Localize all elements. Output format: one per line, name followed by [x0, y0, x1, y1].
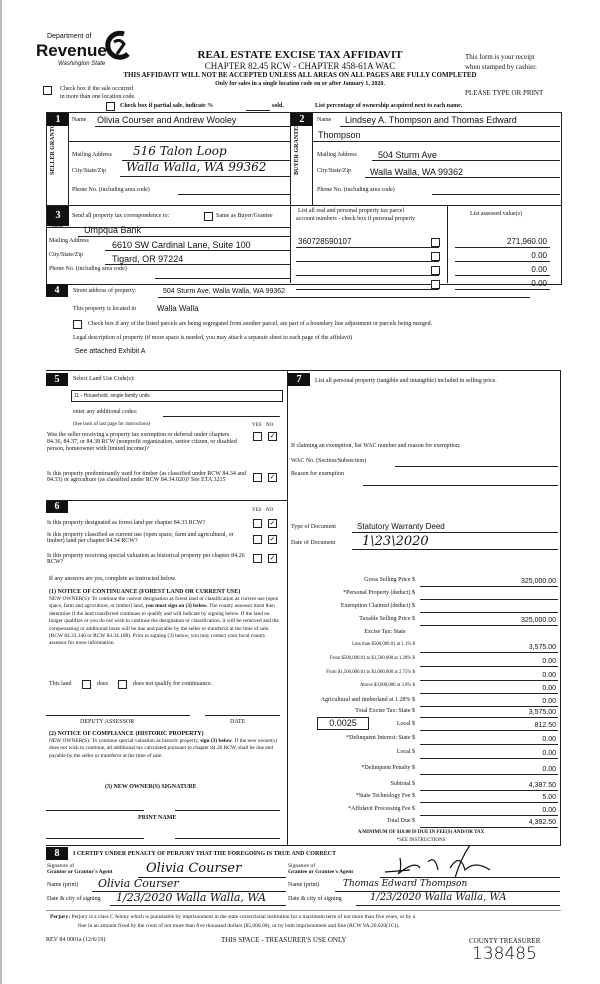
reason-field[interactable]: [363, 485, 558, 486]
divider: [287, 370, 288, 845]
section-number: 2: [291, 113, 313, 126]
q3-no-checkbox[interactable]: ✓: [269, 519, 276, 527]
grantee-date-city[interactable]: 1/23/2020 Walla Walla, WA: [370, 892, 507, 903]
form-warning: THIS AFFIDAVIT WILL NOT BE ACCEPTED UNLESS ALL AREAS ON ALL PAGES ARE FULLY COMPLETED: [123, 71, 477, 79]
mailing-label: Mailing Address: [317, 152, 357, 158]
phone-label: Phone No. (including area code): [72, 187, 150, 193]
new-owner-signature-label: (3) NEW OWNER(S) SIGNATURE: [105, 784, 197, 790]
legal-label: Legal description of property (if more space is needed, you may attach a separate sheet to each page of the affidavit): [73, 335, 353, 341]
correspondence-city-field[interactable]: Tigard, OR 97224: [112, 254, 184, 264]
divider: [420, 680, 558, 681]
divider: [455, 275, 550, 276]
minimum-note: A MINIMUM OF $10.00 IS DUE IN FEE(S) AND/OR TAX: [357, 830, 485, 835]
name-label: Name: [317, 117, 332, 123]
same-as-buyer-checkbox[interactable]: [204, 212, 213, 221]
divider: [95, 126, 290, 127]
divider: [110, 905, 286, 906]
street-label: Street address of property:: [73, 288, 137, 294]
divider: [356, 905, 560, 906]
deputy-label: DEPUTY ASSESSOR: [80, 719, 135, 725]
divider: [78, 236, 290, 237]
please-type: PLEASE TYPE OR PRINT: [465, 89, 544, 97]
legal-description-field[interactable]: See attached Exhibit A: [75, 348, 146, 355]
receipt-note-1: This form is your receipt: [465, 53, 535, 61]
form-chapter: CHAPTER 82.45 RCW - CHAPTER 458-61A WAC: [204, 61, 396, 71]
divider: [380, 877, 560, 878]
partial-sale-label: Check box if partial sale, indicate %: [120, 103, 214, 109]
notice-text: The county assessor must then determine if the land transferred continues to qualify and will indicate by signing below. If the land no longer qualifies or you do not wish to continue the designation or classification, it will be removed and the compensating or additional taxes will be due and payable by the seller or transferor at the time of sale. (RCW 84.33.140 or RCW 84.34.108). Prior to signing (3) below, you may contact your local county assessor for more information.: [49, 603, 279, 647]
tax-row-value[interactable]: 4,387.50: [528, 782, 556, 789]
divider: [313, 141, 560, 142]
exemption-question: Was the seller receiving a property tax exemption or deferral under chapters 84.36, 84.37, or 84.38 RCW (nonprofit organization, senior citizen, or disabled person, homeowner with limited income)?: [47, 432, 237, 452]
form-number: REV 84 0001a (12/6/19): [46, 937, 106, 943]
q1-yes-checkbox[interactable]: [253, 432, 262, 441]
notice-compliance-title: (2) NOTICE OF COMPLIANCE (HISTORIC PROPERTY): [49, 731, 204, 737]
certify-statement: I CERTIFY UNDER PENALTY OF PERJURY THAT THE FOREGOING IS TRUE AND CORRECT: [73, 851, 336, 857]
section-number: 8: [46, 847, 68, 860]
land-use-select[interactable]: 11 - Household, single family units: [71, 390, 283, 402]
segregated-checkbox[interactable]: [73, 320, 82, 329]
yes-header: YES: [252, 508, 262, 513]
instructions-note: (See back of last page for instructions): [73, 422, 151, 427]
grantor-sig-label-2: Grantor or Grantor's Agent: [47, 869, 113, 875]
personal-property-checkbox[interactable]: [431, 252, 440, 261]
tax-row-label: *State Technology Fee $: [355, 793, 415, 799]
county-treasurer-label: COUNTY TREASURER: [469, 937, 541, 945]
parcel-number-field[interactable]: 360728590107: [298, 237, 352, 246]
name-label: Name: [72, 117, 87, 123]
land-use-label: Select Land Use Code(s):: [73, 376, 135, 382]
tax-row-label: Less than $500,000.01 at 1.1% $: [352, 642, 415, 647]
assessed-value-field[interactable]: 0.00: [531, 279, 547, 288]
divider: [420, 586, 558, 587]
doc-type-label: Type of Document: [291, 524, 336, 530]
seller-city-field[interactable]: Walla Walla, WA 99362: [126, 160, 267, 174]
send-label: Send all property tax correspondence to:: [72, 213, 170, 219]
yes-header: YES: [252, 423, 262, 428]
divider: [69, 141, 290, 142]
wac-label: WAC No. (Section/Subsection): [291, 458, 367, 464]
divider: [420, 625, 558, 626]
grantor-sig-label-1: Signature of: [47, 863, 75, 869]
tax-row-label: Total Due $: [386, 818, 415, 824]
notice-text: NEW OWNER(S): To continue special valuation as historic property,: [49, 738, 201, 744]
doc-date-field[interactable]: 1\23\2020: [362, 534, 429, 549]
only-for-note: Only for sales in a single location code on or after January 1, 2020.: [215, 81, 385, 87]
no-header: NO: [266, 423, 274, 428]
multi-location-label-2: in more than one location code.: [60, 94, 136, 100]
divider: [352, 532, 558, 533]
section-number: 3: [47, 206, 69, 226]
divider: [420, 774, 558, 775]
reason-label: Reason for exemption: [291, 471, 344, 477]
same-as-buyer-label: Same as Buyer/Grantee: [216, 213, 273, 219]
doc-type-field[interactable]: Statutory Warranty Deed: [357, 522, 445, 531]
tax-row-value[interactable]: 3,575.00: [528, 644, 556, 651]
correspondence-phone-field[interactable]: [155, 278, 290, 279]
tax-row-label: *Affidavit Processing Fee $: [347, 806, 415, 812]
grantee-sig-label-2: Grantee or Grantee's Agent: [288, 869, 354, 875]
tax-row-label: Above $3,000,000 at 3.0% $: [359, 683, 415, 688]
section-number: 4: [46, 284, 68, 297]
q4-no-checkbox[interactable]: ✓: [269, 535, 276, 543]
personal-property-checkbox[interactable]: [431, 280, 440, 289]
section-number: 5: [46, 373, 68, 386]
personal-property-checkbox[interactable]: [431, 266, 440, 275]
q5-no-checkbox[interactable]: ✓: [269, 554, 276, 562]
tax-row-label: *Delinquent Interest: State $: [346, 735, 415, 741]
assessor-date-line[interactable]: [205, 715, 280, 716]
form-title: REAL ESTATE EXCISE TAX AFFIDAVIT: [197, 49, 403, 61]
grantee-sig-label-1: Signature of: [288, 863, 316, 869]
date-label: DATE: [230, 719, 246, 725]
assessed-header: List assessed value(s): [470, 211, 522, 217]
logo-sub: Washington State: [58, 61, 106, 67]
buyer-name-field-cont[interactable]: Thompson: [318, 130, 361, 140]
treasurer-use-label: THIS SPACE - TREASURER'S USE ONLY: [221, 936, 347, 944]
divider: [420, 790, 558, 791]
tax-row-value[interactable]: 0.00: [542, 698, 556, 705]
divider: [105, 264, 290, 265]
q2-yes-checkbox[interactable]: [253, 473, 262, 482]
date-city-label: Date & city of signing: [288, 896, 342, 902]
phone-label: Phone No. (including area code): [49, 266, 127, 272]
divider: [420, 706, 558, 707]
phone-label: Phone No. (including area code): [317, 187, 395, 193]
seller-side-label: SELLER GRANTOR: [50, 119, 56, 175]
divider: [420, 827, 558, 828]
tax-row-value[interactable]: 0.00: [542, 685, 556, 692]
tax-row-value[interactable]: 0.00: [542, 736, 556, 743]
receipt-note-2: when stamped by cashier.: [465, 63, 537, 71]
notice-text-bold: sign (3) below: [200, 738, 232, 744]
divider: [296, 261, 439, 262]
perjury-text-2: fine in an amount fixed by the court of not more than five thousand dollars ($5,000.00), or by both imprisonment and fine (RCW 9A.20.020(1C)).: [78, 923, 400, 929]
name-print-label: Name (print): [288, 882, 320, 888]
receipt-number: 138485: [472, 944, 537, 964]
does-label: does: [97, 681, 108, 687]
divider: [420, 802, 558, 803]
current-use-question: Is this property classified as current use (open space, farm and agricultural, or timber) land per chapter 84.34 RCW?: [47, 532, 234, 544]
notice-text-bold: you must sign on (3) below.: [145, 603, 208, 610]
does-not-label: does not qualify for continuance.: [133, 681, 213, 687]
buyer-city-field[interactable]: Walla Walla, WA 99362: [370, 167, 464, 177]
see-instructions: *SEE INSTRUCTIONS: [396, 838, 446, 843]
divider: [420, 730, 558, 731]
mailing-label: Mailing Address: [72, 152, 112, 158]
notice-text: . If the new owner(s) does not wish to continue, all additional tax calculated pursuant to chapter 84.26 RCW, shall be due and payable by the seller or transferor at the time of sale.: [49, 738, 277, 759]
q2-no-checkbox[interactable]: ✓: [269, 473, 276, 481]
wac-field[interactable]: [395, 466, 558, 467]
grantee-signature[interactable]: [380, 840, 500, 880]
divider: [420, 599, 558, 600]
tax-row-value[interactable]: 325,000.00: [520, 578, 556, 585]
located-in-field[interactable]: Walla Walla: [157, 304, 199, 313]
tax-row-value[interactable]: 0.00: [542, 658, 556, 665]
name-label: Name: [49, 223, 64, 229]
partial-percent-field[interactable]: [246, 110, 270, 111]
divider: [296, 247, 439, 248]
divider: [290, 112, 291, 283]
city-label: City/State/Zip: [49, 252, 83, 258]
divider: [420, 717, 558, 718]
tax-row-label: Local $: [396, 721, 415, 727]
seller-name-field[interactable]: Olivia Courser and Andrew Wooley: [97, 115, 237, 125]
historic-question: Is this property receiving special valuation as historical property per chapter 84.26 RCW?: [47, 553, 245, 565]
divider: [420, 612, 558, 613]
partial-sale-checkbox[interactable]: [106, 102, 115, 111]
mailing-label: Mailing Address: [49, 238, 89, 244]
parcel-header-2: account numbers - check box if personal property: [296, 216, 416, 222]
tax-row-value[interactable]: 325,000.00: [520, 617, 556, 624]
no-header: NO: [266, 508, 274, 513]
buyer-mailing-field[interactable]: 504 Sturm Ave: [378, 150, 437, 160]
section-number: 6: [46, 500, 68, 513]
notice-continuance-title: (1) NOTICE OF CONTINUANCE (FOREST LAND OR CURRENT USE): [49, 589, 241, 595]
if-yes-note: If any answers are yes, complete as instructed below.: [49, 576, 177, 582]
q4-yes-checkbox[interactable]: [253, 535, 262, 544]
logo-top: Department of: [47, 33, 92, 40]
tax-row-value[interactable]: 812.50: [534, 722, 556, 729]
located-label: This property is located in: [73, 306, 136, 312]
timber-question: Is this property predominantly used for timber (as classified under RCW 84.34 and 84.33) or agriculture (as classified under RCW 84.34.020)? See ETA 3215: [47, 471, 247, 483]
divider: [68, 126, 69, 205]
q1-no-checkbox[interactable]: ✓: [269, 432, 276, 440]
grantor-date-city[interactable]: 1/23/2020 Walla Walla, WA: [116, 891, 267, 904]
perjury-text-1: [50, 915, 415, 921]
deputy-assessor-signature-line[interactable]: [46, 715, 190, 716]
sold-label: sold.: [272, 103, 284, 109]
divider: [158, 297, 530, 298]
personal-property-checkbox[interactable]: [431, 238, 440, 247]
tax-row-label: Gross Selling Price $: [364, 577, 415, 583]
divider: [420, 815, 558, 816]
does-not-qualify-checkbox[interactable]: [118, 680, 127, 689]
new-owner-signature-line[interactable]: [175, 810, 280, 811]
scan-edge: [0, 0, 2, 984]
tax-row-label: *Personal Property (deduct) $: [343, 590, 415, 596]
buyer-name-field[interactable]: Lindsey A. Thompson and Thomas Edward: [345, 115, 517, 125]
forest-land-question: Is this property designated as forest land per chapter 84.33 RCW?: [47, 520, 206, 526]
multi-location-label-1: Check box if the sale occurred: [60, 86, 134, 92]
divider: [420, 652, 558, 653]
divider: [46, 205, 561, 206]
tax-row-value[interactable]: 0.00: [542, 672, 556, 679]
tax-row-label: Subtotal $: [390, 781, 415, 787]
tax-row-label: From $1,500,000.01 to $3,000,000 at 2.75% $: [326, 670, 415, 675]
divider: [46, 910, 561, 911]
assessed-value-field[interactable]: 0.00: [531, 265, 547, 274]
segregated-label: Check box if any of the listed parcels are being segregated from another parcel, are part of a boundary line adjustment or parcels being merged.: [88, 321, 433, 327]
assessed-value-field[interactable]: 271,960.00: [506, 237, 547, 246]
divider: [312, 126, 313, 205]
does-qualify-checkbox[interactable]: [82, 680, 91, 689]
print-name-line[interactable]: [46, 838, 144, 839]
assessed-value-field[interactable]: 0.00: [531, 251, 547, 260]
print-name-line[interactable]: [175, 838, 280, 839]
divider: [105, 250, 290, 251]
doc-date-label: Date of Document: [291, 540, 336, 546]
city-label: City/State/Zip: [317, 168, 351, 174]
dor-logo-icon: [102, 30, 132, 62]
section-number: 7: [288, 373, 310, 386]
divider: [296, 289, 439, 290]
new-owner-signature-line[interactable]: [46, 810, 144, 811]
notice-text: NEW OWNER(S): To continue the current designation as forest land or classification as current use (open space, farm and agriculture, or timber) land,: [49, 596, 279, 610]
buyer-phone-field[interactable]: [432, 194, 560, 195]
perjury-statement: Perjury is a class C felony which is punishable by imprisonment in the state correctional institution for a maximum term of not more than five years, or by a: [71, 914, 416, 920]
divider: [46, 227, 290, 228]
tax-row-value[interactable]: 4,392.50: [528, 819, 556, 826]
this-land-label: This land: [49, 681, 72, 687]
divider: [352, 549, 558, 550]
section-number: 1: [47, 113, 69, 126]
divider: [455, 289, 550, 290]
logo-main: Revenue: [36, 41, 107, 60]
divider: [46, 500, 287, 501]
multi-location-checkbox[interactable]: [43, 86, 52, 95]
notice-compliance-text: [49, 738, 281, 760]
tax-row-label: Agricultural and timberland at 1.28% $: [320, 697, 415, 703]
grantee-name-print[interactable]: Thomas Edward Thompson: [343, 879, 468, 889]
tax-row-label: Exemption Claimed (deduct) $: [340, 603, 415, 609]
tax-row-value[interactable]: 0.00: [542, 766, 556, 773]
divider: [296, 275, 439, 276]
print-name-label: PRINT NAME: [138, 815, 177, 821]
divider: [372, 160, 560, 161]
divider: [365, 177, 560, 178]
name-print-label: Name (print): [47, 882, 79, 888]
perjury-label: Perjury:: [50, 914, 71, 920]
additional-codes-field[interactable]: [163, 416, 280, 417]
tax-row-value[interactable]: 0.00: [542, 807, 556, 814]
divider: [420, 758, 558, 759]
personal-property-label: List all personal property (tangible and intangible) included in selling price.: [315, 378, 497, 384]
divider: [420, 693, 558, 694]
buyer-side-label: BUYER GRANTEE: [294, 122, 300, 175]
date-city-label: Date & city of signing: [47, 896, 101, 902]
tax-row-label: Taxable Selling Price $: [359, 616, 415, 622]
tax-row-value[interactable]: 0.00: [542, 750, 556, 757]
grantor-signature[interactable]: Olivia Courser: [146, 861, 242, 876]
divider: [420, 666, 558, 667]
divider: [455, 247, 550, 248]
tax-row-label: Excise Tax: State: [364, 629, 406, 635]
parcel-header-1: List all real and personal property tax parcel: [298, 208, 405, 214]
street-address-field[interactable]: 504 Sturm Ave, Walla Walla, WA 99362: [163, 288, 286, 295]
tax-row-label: Local $: [396, 749, 415, 755]
divider: [340, 126, 560, 127]
q5-yes-checkbox[interactable]: [253, 554, 262, 563]
seller-mailing-field[interactable]: 516 Talon Loop: [133, 144, 227, 158]
divider: [455, 261, 550, 262]
divider: [120, 176, 290, 177]
ownership-note: List percentage of ownership acquired next to each name.: [315, 103, 463, 109]
seller-phone-field[interactable]: [178, 194, 290, 195]
correspondence-mailing-field[interactable]: 6610 SW Cardinal Lane, Suite 100: [112, 240, 251, 250]
tax-row-label: From $500,000.01 to $1,500,000 at 1.28% $: [329, 656, 415, 661]
tax-row-value[interactable]: 3,575.00: [528, 709, 556, 716]
divider: [447, 205, 448, 283]
divider: [420, 744, 558, 745]
correspondence-name-field[interactable]: Umpqua Bank: [84, 225, 142, 235]
additional-codes-label: enter any additional codes:: [73, 409, 138, 415]
tax-row-label: *Delinquent Penalty $: [361, 765, 415, 771]
city-label: City/State/Zip: [72, 168, 106, 174]
tax-row-value[interactable]: 5.00: [542, 794, 556, 801]
q3-yes-checkbox[interactable]: [253, 519, 262, 528]
local-rate-field[interactable]: 0.0025: [317, 717, 369, 730]
grantor-name-print[interactable]: Olivia Courser: [98, 877, 179, 890]
notice-continuance-text: [49, 596, 281, 648]
exemption-label: If claiming an exemption, list WAC number and reason for exemption:: [291, 443, 461, 449]
tax-row-label: Total Excise Tax: State $: [355, 708, 415, 714]
